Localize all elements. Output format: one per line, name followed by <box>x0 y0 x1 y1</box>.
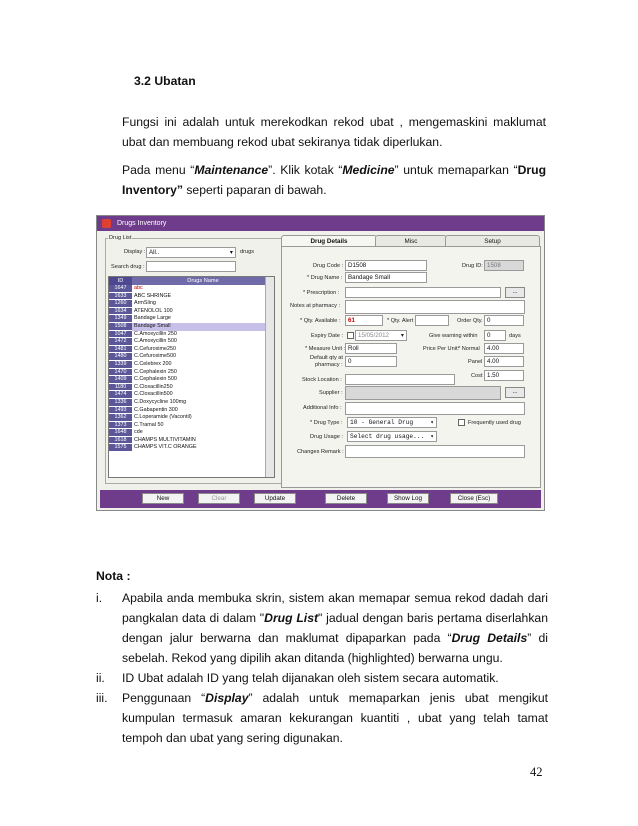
row-id: 1474 <box>109 391 132 399</box>
days-label: days <box>509 333 521 339</box>
table-row[interactable] <box>109 444 274 452</box>
notes-label: Notes at pharmacy : <box>290 303 341 309</box>
intro-paragraph: Fungsi ini adalah untuk merekodkan rekod ubat , mengemaskini maklumat ubat dan membuang rekod ubat sekiranya tidak diperlukan. <box>122 115 546 149</box>
table-row[interactable] <box>109 300 274 308</box>
note-number: iii. <box>96 691 108 705</box>
row-id: 1373 <box>109 422 132 430</box>
drug-type-select[interactable]: 10 - General Drug ▾ <box>347 417 437 428</box>
qty-alert-field[interactable] <box>415 315 449 326</box>
row-id: 1633 <box>109 293 132 301</box>
table-row[interactable] <box>109 331 274 339</box>
additional-info-label: Additional Info : <box>303 405 342 411</box>
row-drug-name: C.Cefuroxime500 <box>134 353 176 360</box>
clear-button[interactable]: Clear <box>198 493 240 504</box>
table-row[interactable] <box>109 293 274 301</box>
row-id: 1481 <box>109 346 132 354</box>
measure-unit-field[interactable]: Roll <box>345 343 397 354</box>
row-drug-name: C.Tramal 50 <box>134 421 164 428</box>
note-item: iii. Penggunaan “Display” adalah untuk memaparkan jenis ubat mengikut kumpulan termasuk amaran kekurangan kuantiti , ubat yang telah tamat tempoh dan ubat yang sering digunakan. <box>96 688 548 748</box>
cost-field[interactable]: 1.50 <box>484 370 524 381</box>
dropdown-arrow-icon: ▾ <box>430 419 434 426</box>
row-id: 1339 <box>109 361 132 369</box>
row-id: 1575 <box>109 444 132 452</box>
table-row[interactable] <box>109 407 274 415</box>
dropdown-arrow-icon: ▾ <box>229 249 233 256</box>
drug-id-field: 1508 <box>484 260 524 271</box>
table-row[interactable] <box>109 308 274 316</box>
row-drug-name: C.Loperamide (Vacontil) <box>134 414 192 421</box>
drug-list-grid <box>108 276 275 478</box>
page-number: 42 <box>530 765 543 779</box>
row-drug-name: C.Celebrex 200 <box>134 360 172 367</box>
cost-label: Cost <box>471 373 483 379</box>
stock-location-label: Stock Location : <box>302 377 342 383</box>
measure-unit-label: * Measure Unit : <box>305 346 346 352</box>
row-drug-name: C.Doxycycline 100mg <box>134 398 187 405</box>
row-id: 1472 <box>109 338 132 346</box>
table-row[interactable] <box>109 422 274 430</box>
row-id: 1480 <box>109 353 132 361</box>
default-qty-field[interactable]: 0 <box>345 356 397 367</box>
grid-header <box>109 277 274 285</box>
row-drug-name: Bandage Small <box>132 323 274 331</box>
expiry-date-label: Expiry Date : <box>311 333 344 339</box>
normal-price-label: * Normal <box>458 346 480 352</box>
dropdown-arrow-icon: ▾ <box>430 433 434 440</box>
table-row[interactable] <box>109 353 274 361</box>
table-row[interactable] <box>109 391 274 399</box>
drug-name-label: * Drug Name : <box>307 275 343 281</box>
notes-field[interactable] <box>345 300 525 314</box>
additional-info-field[interactable] <box>345 402 525 415</box>
drug-usage-select[interactable]: Select drug usage... ▾ <box>347 431 437 442</box>
display-select[interactable]: All.. ▾ <box>146 247 236 258</box>
row-id: 1470 <box>109 369 132 377</box>
prescription-field[interactable] <box>345 287 501 298</box>
table-row[interactable] <box>109 369 274 377</box>
table-row[interactable] <box>109 376 274 384</box>
give-warning-label: Give warning within <box>429 333 478 339</box>
row-id: 1618 <box>109 437 132 445</box>
nota-title: Nota : <box>96 569 131 583</box>
supplier-browse-button[interactable]: ... <box>505 387 525 398</box>
row-id: 1047 <box>109 331 132 339</box>
drug-usage-label: Drug Usage : <box>310 434 343 440</box>
row-drug-name: C.Amoxycillin 500 <box>134 338 177 345</box>
grid-body <box>109 285 274 452</box>
search-drug-input[interactable] <box>146 261 236 272</box>
order-qty-label: Order Qty. <box>457 318 483 324</box>
table-row[interactable] <box>109 285 274 293</box>
row-id: 1349 <box>109 315 132 323</box>
row-drug-name: ArmSling <box>134 300 156 307</box>
qty-available-label: * Qty. Available : <box>300 318 341 324</box>
row-id: 1362 <box>109 414 132 422</box>
row-id: 1648 <box>109 429 132 437</box>
row-id: 1647 <box>109 285 132 293</box>
window-titlebar <box>97 216 544 231</box>
drug-id-label: Drug ID: <box>462 263 483 269</box>
search-label: Search drug : <box>111 264 145 270</box>
grid-header-name: Drugs Name <box>187 278 219 284</box>
row-drug-name: C.Cephalexin 250 <box>134 368 177 375</box>
panel-price-label: Panel <box>468 359 483 365</box>
supplier-field[interactable] <box>345 386 501 400</box>
warning-days-field[interactable]: 0 <box>484 330 506 341</box>
table-row[interactable] <box>109 429 274 437</box>
changes-remark-label: Changes Remark : <box>297 449 344 455</box>
row-drug-name: C.Cloxacillin500 <box>134 391 173 398</box>
prescription-browse-button[interactable]: ... <box>505 287 525 298</box>
close-button[interactable]: Close (Esc) <box>450 493 498 504</box>
table-row[interactable] <box>109 414 274 422</box>
row-drug-name: CHAMPS MULTIVITAMIN <box>134 436 196 443</box>
note-number: i. <box>96 591 103 605</box>
update-button[interactable]: Update <box>254 493 296 504</box>
drug-type-label: * Drug Type : <box>310 420 343 426</box>
table-row[interactable] <box>109 361 274 369</box>
supplier-label: Supplier : <box>319 390 343 396</box>
grid-header-id: ID <box>109 277 132 285</box>
drug-code-label: Drug Code : <box>313 263 344 269</box>
note-item: i. Apabila anda membuka skrin, sistem akan memapar semua rekod dadah dari pangkalan data di dalam "Drug List" jadual dengan baris pertama diserlahkan dengan jalur berwarna dan maklumat dipaparkan pada “Drug Details” di sebelah. Rekod yang dipilih akan ditanda (highlighted) berwarna ungu. <box>96 588 548 668</box>
price-per-unit-label: Price Per Unit: <box>423 346 460 352</box>
table-row[interactable] <box>109 437 274 445</box>
app-icon <box>102 219 111 228</box>
row-drug-name: CHAMPS VIT.C ORANGE <box>134 444 197 451</box>
tab-setup[interactable]: Setup <box>445 235 540 247</box>
prescription-label: * Prescription : <box>303 290 340 296</box>
instruction-paragraph: Pada menu “Maintenance”. Klik kotak “Medicine” untuk memaparkan “Drug Inventory” seperti paparan di bawah. <box>122 163 547 197</box>
row-id: 1634 <box>109 308 132 316</box>
row-drug-name: abc <box>134 285 143 291</box>
tab-drug-details[interactable]: Drug Details <box>281 235 377 247</box>
table-row[interactable] <box>109 346 274 354</box>
frequently-used-checkbox[interactable] <box>458 419 465 426</box>
row-id: 1260 <box>109 300 132 308</box>
table-row[interactable] <box>109 338 274 346</box>
row-id: 1336 <box>109 399 132 407</box>
default-qty-label: Default qty at <box>310 355 343 361</box>
table-row[interactable] <box>109 323 274 331</box>
row-drug-name: C.Gabapentin 300 <box>134 406 178 413</box>
row-id: 1493 <box>109 407 132 415</box>
row-drug-name: C.Cephalexin 500 <box>134 376 177 383</box>
tab-misc[interactable]: Misc <box>375 235 447 247</box>
section-heading: 3.2 Ubatan <box>134 74 196 88</box>
dropdown-arrow-icon: ▾ <box>400 332 404 339</box>
table-row[interactable] <box>109 315 274 323</box>
frequently-used-label: Frequently used drug <box>468 420 521 426</box>
row-drug-name: Bandage Large <box>134 315 171 322</box>
notes-list <box>96 588 548 748</box>
drugs-inventory-window <box>96 215 545 511</box>
row-drug-name: C.Cefuroxime250 <box>134 345 176 352</box>
row-id: 1180 <box>109 384 132 392</box>
qty-available-field[interactable]: 61 <box>345 315 383 326</box>
row-id: 1508 <box>109 323 132 331</box>
row-drug-name: C.Amoxycillin 250 <box>134 330 177 337</box>
table-row[interactable] <box>109 384 274 392</box>
drug-name-field[interactable]: Bandage Small <box>345 272 427 283</box>
row-id: 1409 <box>109 376 132 384</box>
drug-list-group-label: Drug List <box>109 235 132 241</box>
delete-button[interactable]: Delete <box>325 493 367 504</box>
row-drug-name: cde <box>134 429 143 436</box>
new-button[interactable]: New <box>142 493 184 504</box>
changes-remark-field[interactable] <box>345 445 525 458</box>
drug-code-field[interactable]: D1508 <box>345 260 427 271</box>
row-drug-name: C.Cloxacillin250 <box>134 383 173 390</box>
stock-location-field[interactable] <box>345 374 455 385</box>
order-qty-field[interactable]: 0 <box>484 315 524 326</box>
row-drug-name: ATENOLOL 100 <box>134 307 173 314</box>
window-title: Drugs Inventory <box>117 220 167 227</box>
default-qty-label-2: pharmacy : <box>315 362 343 368</box>
display-label: Display : <box>124 249 146 255</box>
display-suffix: drugs <box>240 249 254 255</box>
expiry-date-checkbox[interactable] <box>347 332 354 339</box>
table-row[interactable] <box>109 399 274 407</box>
show-log-button[interactable]: Show Log <box>387 493 429 504</box>
note-number: ii. <box>96 671 105 685</box>
panel-price-field[interactable]: 4.00 <box>484 356 524 367</box>
normal-price-field[interactable]: 4.00 <box>484 343 524 354</box>
note-item: ii. ID Ubat adalah ID yang telah dijanakan oleh sistem secara automatik. <box>96 668 548 688</box>
grid-scrollbar[interactable] <box>265 277 274 477</box>
expiry-date-picker[interactable]: 15/05/2012 ▾ <box>355 330 407 341</box>
qty-alert-label: * Qty. Alert <box>387 318 414 324</box>
row-drug-name: ABC SHRINGE <box>134 292 172 299</box>
